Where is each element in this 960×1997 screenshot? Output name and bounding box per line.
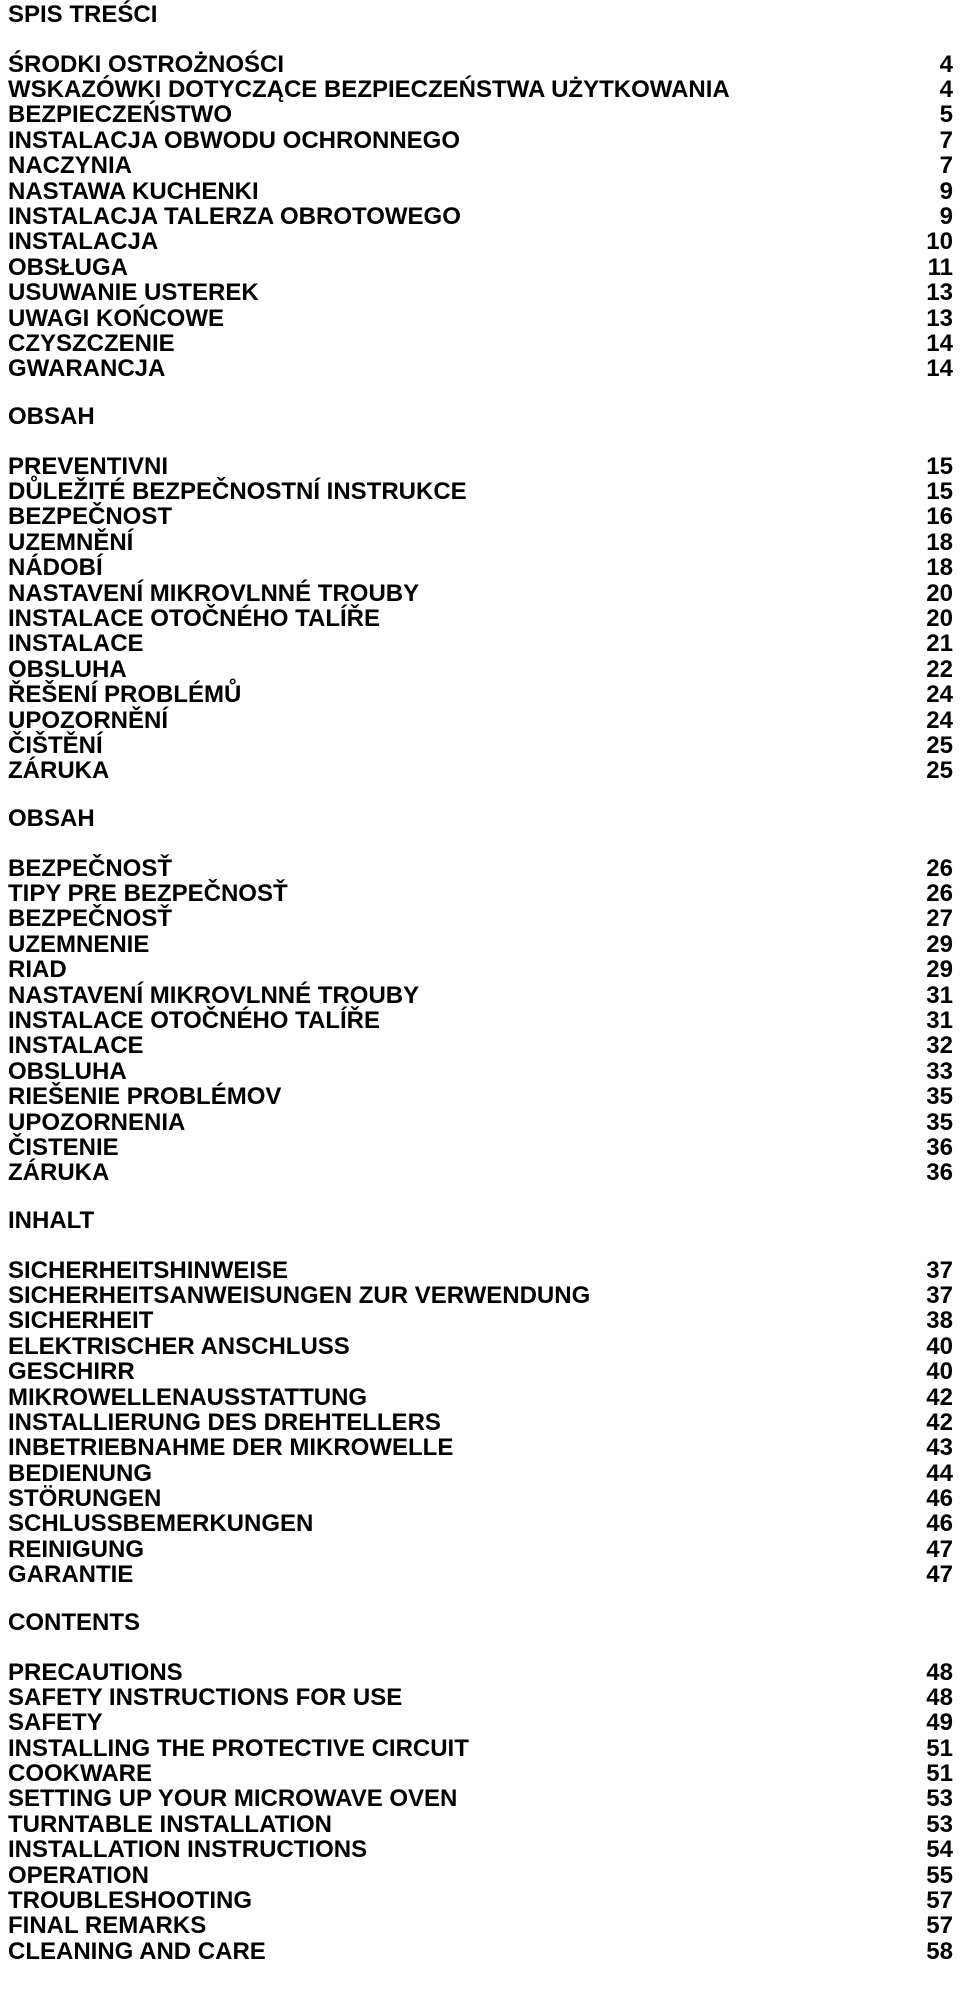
- section-title: INHALT: [8, 1206, 95, 1234]
- toc-entry: [8, 555, 955, 580]
- toc-entry-page-number: 16: [926, 503, 953, 531]
- toc-entry: [8, 1939, 955, 1964]
- toc-entry-page-number: 15: [926, 478, 953, 506]
- toc-entry-label: INSTALACE: [8, 1032, 144, 1060]
- toc-entry-page-number: 46: [926, 1510, 953, 1538]
- toc-entry: [8, 1008, 955, 1033]
- toc-entry-page-number: 33: [926, 1057, 953, 1085]
- toc-entry: [8, 1537, 955, 1562]
- toc-entry: [8, 1435, 955, 1460]
- toc-entry-page-number: 40: [926, 1358, 953, 1386]
- toc-entry-page-number: 4: [939, 76, 953, 104]
- toc-entry-label: BEZPEČNOST: [8, 503, 173, 531]
- toc-entry: [8, 204, 955, 229]
- toc-entry-label: RIAD: [8, 956, 67, 984]
- toc-entry-list: [8, 1258, 955, 1588]
- toc-entry-label: INSTALACE: [8, 630, 144, 658]
- toc-entry-label: DŮLEŽITÉ BEZPEČNOSTNÍ INSTRUKCE: [8, 478, 467, 506]
- toc-entry: [8, 454, 955, 479]
- toc-entry: [8, 957, 955, 982]
- toc-entry: [8, 1334, 955, 1359]
- toc-entry-label: ČISTENIE: [8, 1133, 119, 1161]
- toc-entry: [8, 1461, 955, 1486]
- toc-entry-list: [8, 1660, 955, 1965]
- toc-entry-page-number: 18: [926, 554, 953, 582]
- toc-entry-page-number: 27: [926, 905, 953, 933]
- toc-entry: [8, 881, 955, 906]
- toc-entry-label: INSTALLATION INSTRUCTIONS: [8, 1836, 368, 1864]
- toc-section: [8, 1208, 955, 1588]
- toc-entry-page-number: 15: [926, 452, 953, 480]
- toc-entry: [8, 1511, 955, 1536]
- toc-entry-label: NASTAVENÍ MIKROVLNNÉ TROUBY: [8, 981, 420, 1009]
- toc-entry-page-number: 24: [926, 706, 953, 734]
- toc-entry-page-number: 25: [926, 731, 953, 759]
- toc-entry-label: INSTALACJA TALERZA OBROTOWEGO: [8, 203, 461, 231]
- toc-entry-page-number: 20: [926, 604, 953, 632]
- toc-entry-label: REINIGUNG: [8, 1535, 145, 1563]
- toc-entry: [8, 102, 955, 127]
- toc-entry: [8, 657, 955, 682]
- toc-entry-label: SCHLUSSBEMERKUNGEN: [8, 1510, 314, 1538]
- toc-entry-page-number: 42: [926, 1408, 953, 1436]
- toc-entry-page-number: 13: [926, 304, 953, 332]
- toc-entry-label: USUWANIE USTEREK: [8, 279, 259, 307]
- toc-entry-label: SAFETY: [8, 1709, 103, 1737]
- toc-entry: [8, 479, 955, 504]
- toc-entry-label: PRECAUTIONS: [8, 1658, 183, 1686]
- toc-entry-label: GWARANCJA: [8, 355, 166, 383]
- toc-entry: [8, 153, 955, 178]
- toc-entry-label: INSTALACE OTOČNÉHO TALÍŘE: [8, 1006, 380, 1034]
- toc-entry-page-number: 38: [926, 1307, 953, 1335]
- toc-entry-page-number: 5: [939, 101, 953, 129]
- toc-entry: [8, 128, 955, 153]
- toc-entry-page-number: 37: [926, 1256, 953, 1284]
- toc-entry-label: NÁDOBÍ: [8, 554, 103, 582]
- toc-entry: [8, 1837, 955, 1862]
- toc-entry-label: NASTAWA KUCHENKI: [8, 177, 259, 205]
- toc-entry-label: GARANTIE: [8, 1561, 134, 1589]
- toc-entry: [8, 1863, 955, 1888]
- toc-section: [8, 1610, 955, 1964]
- toc-entry-page-number: 10: [926, 228, 953, 256]
- toc-entry-label: UZEMNENIE: [8, 930, 150, 958]
- toc-entry: [8, 1059, 955, 1084]
- toc-entry-page-number: 26: [926, 854, 953, 882]
- toc-entry-label: CLEANING AND CARE: [8, 1937, 266, 1965]
- toc-entry-page-number: 48: [926, 1658, 953, 1686]
- toc-entry-label: ŚRODKI OSTROŻNOŚCI: [8, 50, 285, 78]
- section-title: OBSAH: [8, 402, 95, 430]
- toc-entry-page-number: 22: [926, 655, 953, 683]
- toc-entry-label: WSKAZÓWKI DOTYCZĄCE BEZPIECZEŃSTWA UŻYTKOWANIA: [8, 76, 730, 104]
- table-of-contents: [8, 2, 955, 1986]
- toc-entry: [8, 631, 955, 656]
- toc-entry-page-number: 32: [926, 1032, 953, 1060]
- toc-entry: [8, 1160, 955, 1185]
- toc-entry: [8, 1385, 955, 1410]
- toc-entry-label: RIEŠENIE PROBLÉMOV: [8, 1083, 282, 1111]
- toc-entry: [8, 1033, 955, 1058]
- toc-entry: [8, 1562, 955, 1587]
- toc-entry-page-number: 58: [926, 1937, 953, 1965]
- toc-entry-label: ZÁRUKA: [8, 757, 110, 785]
- toc-entry-list: [8, 856, 955, 1186]
- toc-entry-label: BEDIENUNG: [8, 1459, 153, 1487]
- toc-entry: [8, 331, 955, 356]
- toc-entry-page-number: 11: [927, 253, 953, 281]
- toc-entry: [8, 1761, 955, 1786]
- toc-entry: [8, 1685, 955, 1710]
- toc-entry: [8, 255, 955, 280]
- toc-entry: [8, 1710, 955, 1735]
- toc-entry: [8, 1110, 955, 1135]
- toc-entry: [8, 1308, 955, 1333]
- toc-entry-page-number: 46: [926, 1485, 953, 1513]
- toc-entry-page-number: 14: [926, 355, 953, 383]
- toc-entry-page-number: 35: [926, 1108, 953, 1136]
- toc-entry: [8, 1486, 955, 1511]
- toc-entry-page-number: 31: [926, 1006, 953, 1034]
- toc-entry: [8, 1812, 955, 1837]
- toc-entry-page-number: 36: [926, 1159, 953, 1187]
- toc-entry: [8, 1283, 955, 1308]
- toc-entry-page-number: 14: [926, 329, 953, 357]
- toc-entry-page-number: 53: [926, 1810, 953, 1838]
- toc-entry: [8, 682, 955, 707]
- toc-entry-label: TURNTABLE INSTALLATION: [8, 1810, 332, 1838]
- toc-entry: [8, 606, 955, 631]
- toc-entry-page-number: 29: [926, 956, 953, 984]
- toc-entry-page-number: 55: [926, 1861, 953, 1889]
- toc-entry-label: SICHERHEITSANWEISUNGEN ZUR VERWENDUNG: [8, 1281, 591, 1309]
- toc-entry-label: INSTALACJA OBWODU OCHRONNEGO: [8, 126, 460, 154]
- toc-entry-page-number: 57: [926, 1887, 953, 1915]
- toc-entry-label: TROUBLESHOOTING: [8, 1887, 252, 1915]
- toc-entry: [8, 1786, 955, 1811]
- toc-entry-label: SICHERHEIT: [8, 1307, 154, 1335]
- toc-entry-label: ŘEŠENÍ PROBLÉMŮ: [8, 681, 242, 709]
- toc-entry: [8, 983, 955, 1008]
- toc-entry-page-number: 48: [926, 1683, 953, 1711]
- toc-entry-label: NASTAVENÍ MIKROVLNNÉ TROUBY: [8, 579, 420, 607]
- toc-entry-label: BEZPEČNOSŤ: [8, 905, 173, 933]
- toc-entry-label: BEZPEČNOSŤ: [8, 854, 173, 882]
- toc-entry-label: MIKROWELLENAUSSTATTUNG: [8, 1383, 368, 1411]
- toc-entry-label: UZEMNĚNÍ: [8, 528, 134, 556]
- toc-entry-label: FINAL REMARKS: [8, 1912, 207, 1940]
- toc-entry-list: [8, 454, 955, 784]
- toc-entry-label: INSTALLING THE PROTECTIVE CIRCUIT: [8, 1734, 469, 1762]
- toc-entry: [8, 504, 955, 529]
- toc-entry: [8, 733, 955, 758]
- toc-entry-page-number: 47: [926, 1535, 953, 1563]
- toc-entry-page-number: 4: [939, 50, 953, 78]
- toc-entry: [8, 1410, 955, 1435]
- toc-entry: [8, 1359, 955, 1384]
- toc-entry: [8, 758, 955, 783]
- toc-entry: [8, 280, 955, 305]
- toc-entry: [8, 77, 955, 102]
- toc-entry-page-number: 36: [926, 1133, 953, 1161]
- toc-entry-page-number: 20: [926, 579, 953, 607]
- toc-entry-page-number: 53: [926, 1785, 953, 1813]
- toc-entry: [8, 906, 955, 931]
- toc-entry-page-number: 42: [926, 1383, 953, 1411]
- toc-entry-label: OPERATION: [8, 1861, 149, 1889]
- toc-entry-page-number: 54: [926, 1836, 953, 1864]
- toc-entry-label: COOKWARE: [8, 1760, 152, 1788]
- toc-entry-label: OBSLUHA: [8, 655, 127, 683]
- toc-entry-label: SETTING UP YOUR MICROWAVE OVEN: [8, 1785, 458, 1813]
- toc-entry: [8, 1084, 955, 1109]
- toc-entry: [8, 1135, 955, 1160]
- toc-entry: [8, 932, 955, 957]
- toc-entry: [8, 229, 955, 254]
- toc-entry-page-number: 7: [939, 152, 953, 180]
- toc-entry-page-number: 13: [926, 279, 953, 307]
- toc-entry-page-number: 51: [926, 1734, 953, 1762]
- toc-entry-label: INBETRIEBNAHME DER MIKROWELLE: [8, 1434, 454, 1462]
- toc-entry-label: OBSLUHA: [8, 1057, 127, 1085]
- toc-entry-label: UPOZORNENIA: [8, 1108, 186, 1136]
- toc-entry: [8, 1660, 955, 1685]
- toc-entry-label: UPOZORNĚNÍ: [8, 706, 169, 734]
- toc-entry-label: PREVENTIVNI: [8, 452, 169, 480]
- toc-entry-label: INSTALACJA: [8, 228, 159, 256]
- toc-entry: [8, 708, 955, 733]
- toc-section: [8, 2, 955, 382]
- toc-entry-page-number: 49: [926, 1709, 953, 1737]
- toc-section: [8, 404, 955, 784]
- toc-entry-label: STÖRUNGEN: [8, 1485, 162, 1513]
- toc-entry-list: [8, 52, 955, 382]
- toc-entry-page-number: 21: [926, 630, 953, 658]
- toc-entry: [8, 1913, 955, 1938]
- toc-entry: [8, 1258, 955, 1283]
- toc-entry: [8, 856, 955, 881]
- toc-entry-page-number: 51: [926, 1760, 953, 1788]
- toc-entry-page-number: 47: [926, 1561, 953, 1589]
- toc-entry: [8, 1736, 955, 1761]
- toc-entry-label: CZYSZCZENIE: [8, 329, 175, 357]
- toc-entry-page-number: 31: [926, 981, 953, 1009]
- toc-entry: [8, 530, 955, 555]
- toc-entry: [8, 52, 955, 77]
- toc-entry-label: GESCHIRR: [8, 1358, 135, 1386]
- toc-entry-label: ZÁRUKA: [8, 1159, 110, 1187]
- toc-entry-page-number: 37: [926, 1281, 953, 1309]
- toc-entry-label: UWAGI KOŃCOWE: [8, 304, 224, 332]
- toc-entry-label: NACZYNIA: [8, 152, 132, 180]
- toc-entry-page-number: 9: [939, 177, 953, 205]
- toc-entry-label: INSTALLIERUNG DES DREHTELLERS: [8, 1408, 441, 1436]
- toc-entry-page-number: 35: [926, 1083, 953, 1111]
- toc-entry-page-number: 24: [926, 681, 953, 709]
- toc-entry-page-number: 43: [926, 1434, 953, 1462]
- toc-entry-label: OBSŁUGA: [8, 253, 128, 281]
- toc-entry-page-number: 44: [926, 1459, 953, 1487]
- toc-entry-label: ELEKTRISCHER ANSCHLUSS: [8, 1332, 350, 1360]
- toc-section: [8, 806, 955, 1186]
- section-title: SPIS TREŚCI: [8, 1, 158, 28]
- toc-entry-page-number: 26: [926, 879, 953, 907]
- toc-entry: [8, 581, 955, 606]
- toc-entry: [8, 179, 955, 204]
- toc-entry: [8, 1888, 955, 1913]
- toc-entry-label: INSTALACE OTOČNÉHO TALÍŘE: [8, 604, 380, 632]
- toc-entry-label: BEZPIECZEŃSTWO: [8, 101, 233, 129]
- toc-entry-page-number: 18: [926, 528, 953, 556]
- toc-entry-page-number: 25: [926, 757, 953, 785]
- toc-entry-page-number: 29: [926, 930, 953, 958]
- toc-entry: [8, 306, 955, 331]
- toc-entry-page-number: 57: [926, 1912, 953, 1940]
- section-title: OBSAH: [8, 804, 95, 832]
- toc-entry: [8, 356, 955, 381]
- toc-entry-label: SAFETY INSTRUCTIONS FOR USE: [8, 1683, 403, 1711]
- toc-entry-page-number: 40: [926, 1332, 953, 1360]
- toc-entry-page-number: 9: [939, 203, 953, 231]
- toc-entry-label: ČIŠTĚNÍ: [8, 731, 103, 759]
- toc-entry-label: SICHERHEITSHINWEISE: [8, 1256, 289, 1284]
- toc-entry-label: TIPY PRE BEZPEČNOSŤ: [8, 879, 288, 907]
- toc-entry-page-number: 7: [939, 126, 953, 154]
- section-title: CONTENTS: [8, 1608, 140, 1636]
